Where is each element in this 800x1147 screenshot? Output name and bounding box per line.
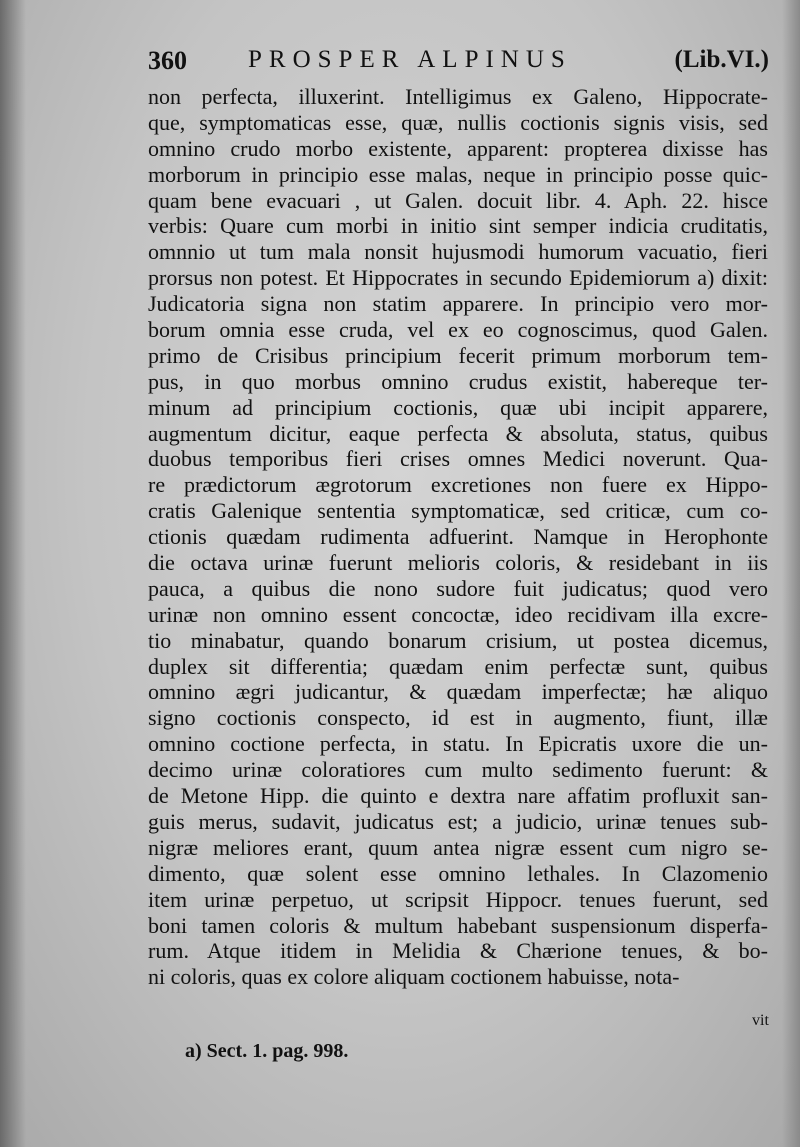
text-line: die octava urinæ fuerunt melioris coloris, & residebant in iis [148, 550, 768, 576]
text-line: Judicatoria signa non statim apparere. In principio vero mor- [148, 291, 768, 317]
text-line: ctionis quædam rudimenta adfuerint. Namque in Herophonte [148, 524, 768, 550]
text-line: prorsus non potest. Et Hippocrates in secundo Epidemiorum a) dixit: [148, 265, 768, 291]
text-line: boni tamen coloris & multum habebant suspensionum disperfa- [148, 912, 768, 938]
text-line: item urinæ perpetuo, ut scripsit Hippocr. tenues fuerunt, sed [148, 886, 768, 912]
text-line: pauca, a quibus die nono sudore fuit judicatus; quod vero [148, 575, 768, 601]
text-line: tio minabatur, quando bonarum crisium, ut postea dicemus, [148, 627, 768, 653]
text-line: morborum in principio esse malas, neque in principio posse quic- [148, 161, 768, 187]
text-line: dimento, quæ solent esse omnino lethales. In Clazomenio [148, 860, 768, 886]
text-line: omnino ægri judicantur, & quædam imperfectæ; hæ aliquo [148, 679, 768, 705]
text-line: rum. Atque itidem in Melidia & Chærione tenues, & bo- [148, 938, 768, 964]
footnote: a) Sect. 1. pag. 998. [185, 1040, 349, 1062]
text-line: nigræ meliores erant, quum antea nigræ essent cum nigro se- [148, 834, 768, 860]
catchword: vit [752, 1012, 769, 1029]
text-line: verbis: Quare cum morbi in initio sint semper indicia cruditatis, [148, 213, 768, 239]
text-line: de Metone Hipp. die quinto e dextra nare affatim profluxit san- [148, 783, 768, 809]
body-text [148, 84, 768, 990]
text-line: omnnio ut tum mala nonsit hujusmodi humorum vacuatio, fieri [148, 239, 768, 265]
text-line: guis merus, sudavit, judicatus est; a judicio, urinæ tenues sub- [148, 808, 768, 834]
text-line: urinæ non omnino essent concoctæ, ideo recidivam illa excre- [148, 601, 768, 627]
page-edge-shadow [782, 0, 800, 1147]
text-line: omnino crudo morbo existente, apparent: propterea dixisse has [148, 135, 768, 161]
running-title: PROSPER ALPINUS [248, 46, 572, 73]
binding-shadow [0, 0, 26, 1147]
text-line: decimo urinæ coloratiores cum multo sedimento fuerunt: & [148, 757, 768, 783]
text-line: cratis Galenique sententia symptomaticæ, sed criticæ, cum co- [148, 498, 768, 524]
text-line: non perfecta, illuxerint. Intelligimus ex Galeno, Hippocrate- [148, 84, 768, 109]
text-line: minum ad principium coctionis, quæ ubi incipit apparere, [148, 394, 768, 420]
text-line: que, symptomaticas esse, quæ, nullis coctionis signis visis, sed [148, 109, 768, 135]
page-header [148, 40, 773, 84]
book-reference: (Lib.VI.) [674, 46, 769, 73]
text-line: duplex sit differentia; quædam enim perfectæ sunt, quibus [148, 653, 768, 679]
text-line: borum omnia esse cruda, vel ex eo cognoscimus, quod Galen. [148, 317, 768, 343]
text-line: omnino coctione perfecta, in statu. In Epicratis uxore die un- [148, 731, 768, 757]
text-line: signo coctionis conspecto, id est in augmento, fiunt, illæ [148, 705, 768, 731]
text-line: ni coloris, quas ex colore aliquam coctionem habuisse, nota- [148, 964, 680, 990]
text-line: primo de Crisibus principium fecerit primum morborum tem- [148, 342, 768, 368]
page-number: 360 [148, 46, 187, 75]
text-line: re prædictorum ægrotorum excretiones non fuere ex Hippo- [148, 472, 768, 498]
text-line: duobus temporibus fieri crises omnes Medici noverunt. Qua- [148, 446, 768, 472]
text-line: pus, in quo morbus omnino crudus existit, habereque ter- [148, 368, 768, 394]
text-line: quam bene evacuari , ut Galen. docuit libr. 4. Aph. 22. hisce [148, 187, 768, 213]
text-line: augmentum dicitur, eaque perfecta & absoluta, status, quibus [148, 420, 768, 446]
